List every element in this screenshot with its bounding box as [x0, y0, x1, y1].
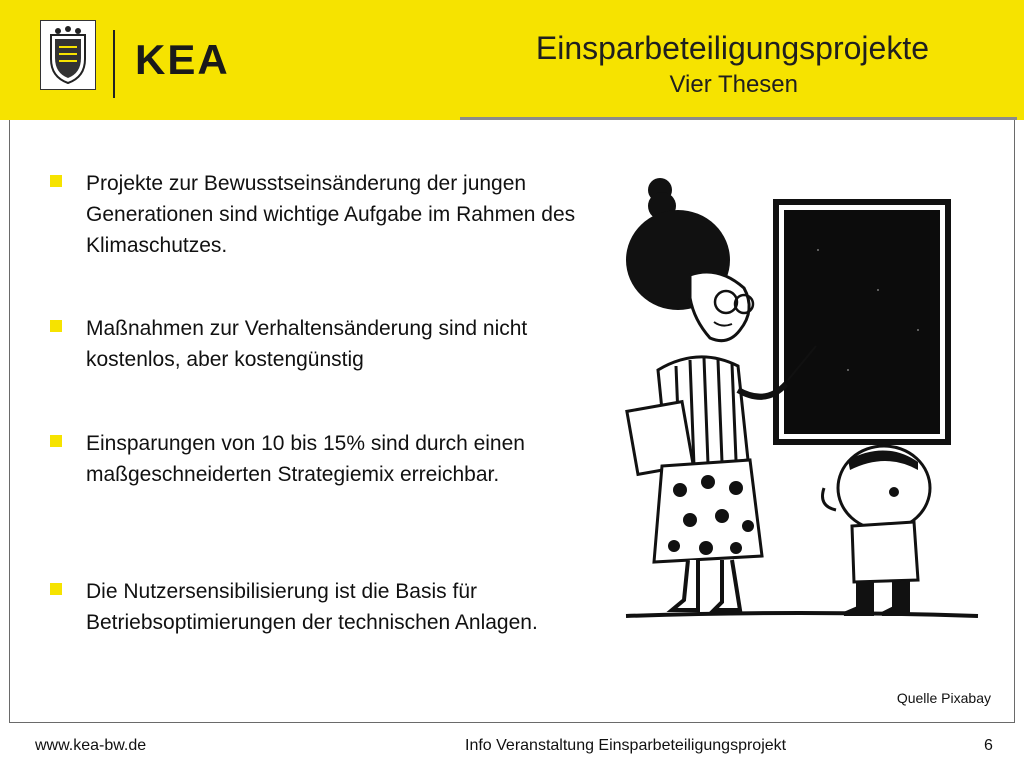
- logo-divider: [113, 30, 115, 98]
- bullet-marker: [50, 435, 62, 447]
- bullet-text: Die Nutzersensibilisierung ist die Basis für Betriebsoptimierungen der technischen Anlagen.: [86, 580, 538, 634]
- page-title: Einsparbeteiligungsprojekte: [535, 30, 929, 66]
- page-number: 6: [984, 737, 993, 754]
- footer-website[interactable]: www.kea-bw.de: [35, 737, 147, 754]
- kea-logo-text: KEA: [135, 36, 230, 83]
- coat-of-arms-logo: [40, 20, 96, 90]
- bullet-text: Einsparungen von 10 bis 15% sind durch einen maßgeschneiderten Strategiemix erreichbar.: [86, 432, 525, 486]
- page-subtitle: Vier Thesen: [669, 71, 798, 98]
- bullet-text: Maßnahmen zur Verhaltensänderung sind nicht kostenlos, aber kostengünstig: [86, 317, 528, 371]
- teacher-blackboard-illustration: [618, 170, 988, 630]
- footer-event-title: Info Veranstaltung Einsparbeteiligungsprojekt: [465, 737, 787, 754]
- header-bar: [0, 0, 1024, 120]
- bullet-marker: [50, 175, 62, 187]
- bullet-marker: [50, 583, 62, 595]
- bullet-text: Projekte zur Bewusstseinsänderung der jungen Generationen sind wichtige Aufgabe im Rahmen des Klimaschutzes.: [86, 172, 576, 257]
- image-source-credit: Quelle Pixabay: [896, 690, 991, 706]
- bullet-marker: [50, 320, 62, 332]
